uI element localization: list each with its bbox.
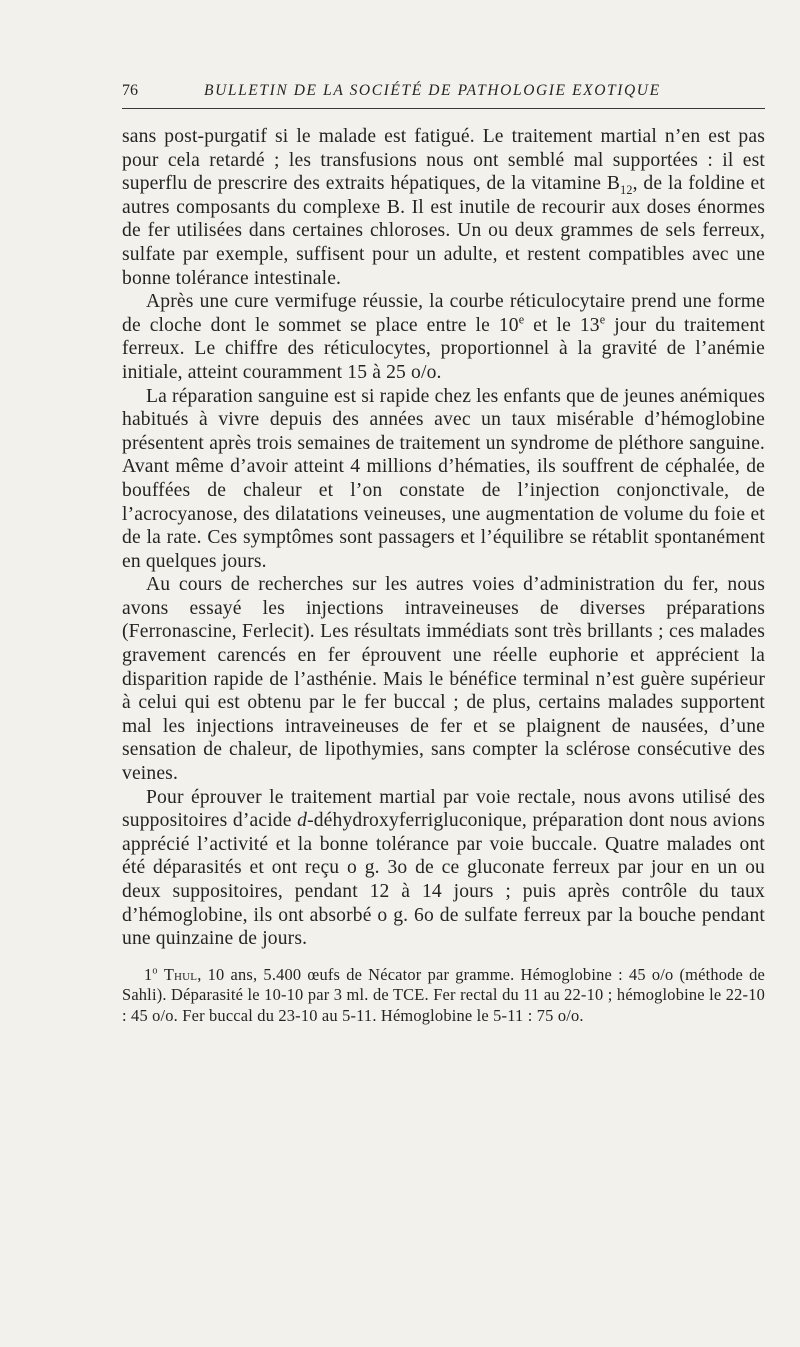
ordinal-superscript: e: [518, 312, 525, 327]
paragraph-2: [122, 290, 765, 384]
italic-prefix: d: [297, 810, 308, 832]
running-header: [122, 82, 765, 112]
footnote: [122, 965, 765, 1027]
paragraph-1: [122, 125, 765, 290]
footnote-number-superscript: o: [152, 965, 158, 977]
footnote-number: 1: [144, 964, 153, 984]
paragraph-1-text-b: , de la foldine et autres composants du complexe B. Il est inutile de recourir aux doses énormes de fer utilisées dans certaines chloroses. Un ou deux grammes de sels ferreux, sulfate par exemple, suffisent pour un adulte, et restent compatibles avec une bonne tolérance intestinale.: [122, 173, 766, 289]
paragraph-5: [122, 786, 765, 951]
vitamin-subscript: 12: [620, 183, 633, 198]
paragraph-5-text-b: -déhydroxyferrigluconique, préparation dont nous avions apprécié l’activité et la bonne tolérance par voie buccale. Quatre malades ont été déparasités et ont reçu o g. 3o de ce gluconate ferreux par jour en un ou deux suppositoires, pendant 12 à 14 jours ; puis après contrôle du taux d’hémoglobine, ils ont absorbé o g. 6o de sulfate ferreux par la bouche pendant une quinzaine de jours.: [122, 810, 765, 950]
paragraph-5-text-a: Pour éprouver le traitement martial par voie rectale, nous avons utilisé des suppositoires d’acide: [122, 786, 765, 832]
running-title: BULLETIN DE LA SOCIÉTÉ DE PATHOLOGIE EXOTIQUE: [204, 82, 661, 99]
paragraph-1-text-a: sans post-purgatif si le malade est fatigué. Le traitement martial n’en est pas pour cela retardé ; les transfusions nous ont semblé mal supportées : il est superflu de prescrire des extraits hépatiques, de la vitamine B: [122, 126, 765, 195]
footnote-text: , 10 ans, 5.400 œufs de Nécator par gramme. Hémoglobine : 45 o/o (méthode de Sahli). Déparasité le 10-10 par 3 ml. de TCE. Fer rectal du 11 au 22-10 ; hémoglobine le 22-10 : 45 o/o. Fer buccal du 23-10 au 5-11. Hémoglobine le 5-11 : 75 o/o.: [122, 964, 765, 1025]
paragraph-3: La réparation sanguine est si rapide chez les enfants que de jeunes anémiques habitués à vivre depuis des années avec un taux misérable d’hémoglobine présentent après trois semaines de traitement un syndrome de pléthore sanguine. Avant même d’avoir atteint 4 millions d’hématies, ils souffrent de céphalée, de bouffées de chaleur et l’on constate de l’injection conjonctivale, de l’acrocyanose, des dilatations veineuses, une augmentation de volume du foie et de la rate. Ces symptômes sont passagers et l’équilibre se rétablit spontanément en quelques jours.: [122, 385, 765, 572]
page: [122, 82, 765, 1026]
paragraph-2-text-a: Après une cure vermifuge réussie, la courbe réticulocytaire prend une forme de cloche dont le sommet se place entre le 10: [122, 291, 765, 336]
patient-name: Thul: [163, 964, 198, 984]
ordinal-superscript: e: [599, 312, 606, 327]
page-number: 76: [122, 82, 138, 99]
header-rule: [122, 108, 765, 109]
paragraph-2-text-c: jour du traitement ferreux. Le chiffre des réticulocytes, proportionnel à la gravité de l’anémie initiale, atteint couramment 15 à 25 o/o.: [122, 314, 765, 383]
article-body: [122, 125, 765, 951]
paragraph-4: Au cours de recherches sur les autres voies d’administration du fer, nous avons essayé les injections intraveineuses de diverses préparations (Ferronascine, Ferlecit). Les résultats immédiats sont très brillants ; ces malades gravement carencés en fer éprouvent une réelle euphorie et apprécient la disparition rapide de l’asthénie. Mais le bénéfice terminal n’est guère supérieur à celui qui est obtenu par le fer buccal ; de plus, certains malades supportent mal les injections intraveineuses de fer et se plaignent de nausées, d’une sensation de chaleur, de lipothymies, sans compter la sclérose consécutive des veines.: [122, 574, 765, 785]
paragraph-2-text-b: et le 13: [524, 314, 600, 336]
